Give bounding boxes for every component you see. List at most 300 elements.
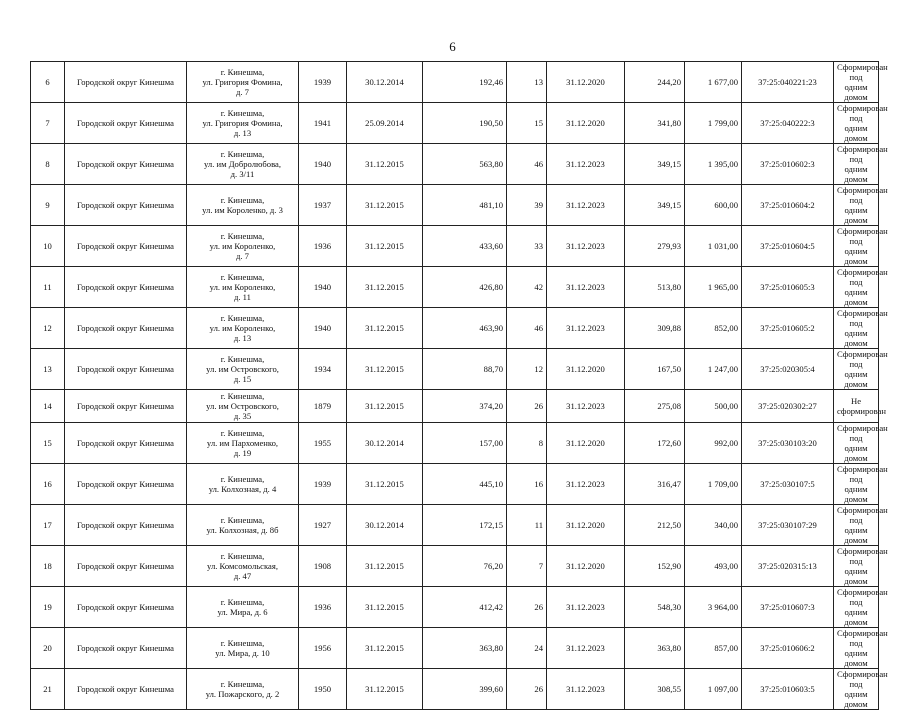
recognition-date-text: 31.12.2015 — [365, 282, 404, 292]
living-area-text: 172,60 — [657, 438, 681, 448]
address-text: ул. им Короленко, д. 3 — [202, 205, 283, 215]
living-area-text: 548,30 — [657, 602, 681, 612]
residents-count-cell — [507, 390, 547, 423]
residents-count-text: 12 — [534, 364, 543, 374]
land-status-text: Сформирован — [837, 587, 888, 597]
address-cell — [187, 390, 299, 423]
area-cell — [423, 308, 507, 349]
recognition-date-cell — [347, 308, 423, 349]
address-text: д. 13 — [233, 333, 252, 343]
address-text: ул. им Островского, — [206, 364, 279, 374]
address-text: д. 3/11 — [230, 169, 255, 179]
cadastral-number-cell — [742, 144, 834, 185]
address-text: д. 7 — [236, 251, 249, 261]
living-area-text: 349,15 — [657, 200, 681, 210]
living-area-cell — [625, 628, 685, 669]
land-area-cell — [685, 349, 742, 390]
table-row — [31, 423, 879, 464]
residents-count-text: 26 — [534, 401, 543, 411]
municipality-cell — [65, 587, 187, 628]
table-row — [31, 390, 879, 423]
row-number-cell — [31, 226, 65, 267]
recognition-date-text: 31.12.2015 — [365, 241, 404, 251]
address-text: ул. им Пархоменко, — [206, 438, 279, 448]
address-text: ул. Григория Фомина, — [202, 118, 283, 128]
area-text: 463,90 — [479, 323, 503, 333]
residents-count-text: 8 — [538, 438, 543, 448]
land-status-text: под одним — [844, 277, 868, 297]
land-status-text: домом — [844, 133, 868, 143]
land-area-cell — [685, 62, 742, 103]
living-area-cell — [625, 587, 685, 628]
build-year-text: 1879 — [313, 401, 332, 411]
living-area-text: 513,80 — [657, 282, 681, 292]
area-cell — [423, 185, 507, 226]
build-year-text: 1936 — [313, 602, 332, 612]
residents-count-cell — [507, 185, 547, 226]
row-number-text: 11 — [43, 282, 52, 292]
living-area-cell — [625, 423, 685, 464]
planned-date-cell — [547, 144, 625, 185]
cadastral-number-cell — [742, 390, 834, 423]
cadastral-number-text: 37:25:010605:2 — [760, 323, 815, 333]
municipality-cell — [65, 464, 187, 505]
address-text: д. 19 — [233, 448, 252, 458]
residents-count-cell — [507, 103, 547, 144]
area-text: 192,46 — [479, 77, 503, 87]
address-cell — [187, 308, 299, 349]
municipality-text: Городской округ Кинешма — [76, 602, 174, 612]
recognition-date-cell — [347, 185, 423, 226]
recognition-date-text: 31.12.2015 — [365, 200, 404, 210]
recognition-date-cell — [347, 628, 423, 669]
row-number-cell — [31, 546, 65, 587]
residents-count-cell — [507, 505, 547, 546]
recognition-date-text: 31.12.2015 — [365, 602, 404, 612]
row-number-cell — [31, 587, 65, 628]
municipality-text: Городской округ Кинешма — [76, 159, 174, 169]
cadastral-number-text: 37:25:010604:2 — [760, 200, 815, 210]
planned-date-cell — [547, 505, 625, 546]
land-status-cell — [834, 390, 886, 423]
table-row — [31, 349, 879, 390]
area-cell — [423, 390, 507, 423]
land-area-cell — [685, 628, 742, 669]
land-status-cell — [834, 226, 888, 267]
area-cell — [423, 226, 507, 267]
living-area-cell — [625, 103, 685, 144]
land-area-cell — [685, 267, 742, 308]
area-text: 76,20 — [483, 561, 503, 571]
build-year-text: 1937 — [313, 200, 332, 210]
area-text: 433,60 — [479, 241, 503, 251]
land-status-text: Сформирован — [837, 185, 888, 195]
land-area-text: 600,00 — [714, 200, 738, 210]
address-cell — [187, 546, 299, 587]
cadastral-number-text: 37:25:030107:5 — [760, 479, 815, 489]
area-cell — [423, 505, 507, 546]
build-year-text: 1940 — [313, 282, 332, 292]
recognition-date-text: 25.09.2014 — [365, 118, 404, 128]
recognition-date-text: 30.12.2014 — [365, 520, 404, 530]
address-text: ул. Мира, д. 6 — [217, 607, 268, 617]
land-area-text: 857,00 — [714, 643, 738, 653]
living-area-text: 309,88 — [657, 323, 681, 333]
build-year-cell — [299, 103, 347, 144]
address-text: ул. Пожарского, д. 2 — [205, 689, 280, 699]
build-year-cell — [299, 505, 347, 546]
area-cell — [423, 587, 507, 628]
municipality-text: Городской округ Кинешма — [76, 200, 174, 210]
build-year-cell — [299, 464, 347, 505]
municipality-text: Городской округ Кинешма — [76, 561, 174, 571]
land-status-text: Сформирован — [837, 546, 888, 556]
land-area-text: 1 097,00 — [707, 684, 738, 694]
land-status-cell — [834, 144, 888, 185]
planned-date-text: 31.12.2023 — [566, 479, 605, 489]
build-year-text: 1908 — [313, 561, 332, 571]
build-year-cell — [299, 144, 347, 185]
living-area-text: 341,80 — [657, 118, 681, 128]
land-status-text: Сформирован — [837, 226, 888, 236]
municipality-text: Городской округ Кинешма — [76, 520, 174, 530]
cadastral-number-cell — [742, 628, 834, 669]
land-status-text: Сформирован — [837, 423, 888, 433]
planned-date-cell — [547, 267, 625, 308]
residents-count-cell — [507, 226, 547, 267]
area-text: 363,80 — [479, 643, 503, 653]
address-cell — [187, 349, 299, 390]
build-year-text: 1940 — [313, 159, 332, 169]
municipality-text: Городской округ Кинешма — [76, 118, 174, 128]
build-year-cell — [299, 587, 347, 628]
land-status-cell — [834, 464, 888, 505]
cadastral-number-cell — [742, 226, 834, 267]
cadastral-number-text: 37:25:020302:27 — [758, 401, 817, 411]
planned-date-cell — [547, 349, 625, 390]
address-text: г. Кинешма, — [220, 108, 265, 118]
recognition-date-text: 31.12.2015 — [365, 323, 404, 333]
land-status-text: домом — [844, 494, 868, 504]
municipality-cell — [65, 62, 187, 103]
living-area-cell — [625, 390, 685, 423]
planned-date-text: 31.12.2020 — [566, 520, 605, 530]
area-text: 172,15 — [479, 520, 503, 530]
recognition-date-cell — [347, 587, 423, 628]
area-text: 412,42 — [479, 602, 503, 612]
land-status-text: под одним — [844, 515, 868, 535]
area-cell — [423, 349, 507, 390]
planned-date-text: 31.12.2023 — [566, 401, 605, 411]
address-text: д. 7 — [236, 87, 249, 97]
land-area-text: 493,00 — [714, 561, 738, 571]
build-year-cell — [299, 267, 347, 308]
land-area-cell — [685, 423, 742, 464]
recognition-date-cell — [347, 423, 423, 464]
land-status-cell — [834, 546, 888, 587]
build-year-text: 1940 — [313, 323, 332, 333]
area-text: 399,60 — [479, 684, 503, 694]
address-text: ул. Колхозная, д. 8б — [206, 525, 279, 535]
municipality-cell — [65, 267, 187, 308]
land-status-text: домом — [844, 379, 868, 389]
land-area-text: 1 247,00 — [707, 364, 738, 374]
cadastral-number-text: 37:25:010603:5 — [760, 684, 815, 694]
living-area-text: 316,47 — [657, 479, 681, 489]
living-area-text: 279,93 — [657, 241, 681, 251]
land-status-cell — [834, 669, 888, 710]
recognition-date-cell — [347, 144, 423, 185]
cadastral-number-cell — [742, 267, 834, 308]
land-status-text: под одним — [844, 359, 868, 379]
land-area-cell — [685, 546, 742, 587]
address-cell — [187, 185, 299, 226]
table-row — [31, 669, 879, 710]
living-area-cell — [625, 185, 685, 226]
address-cell — [187, 587, 299, 628]
municipality-text: Городской округ Кинешма — [76, 479, 174, 489]
area-cell — [423, 628, 507, 669]
residents-count-text: 39 — [534, 200, 543, 210]
address-text: ул. Комсомольская, — [207, 561, 278, 571]
row-number-cell — [31, 62, 65, 103]
planned-date-cell — [547, 628, 625, 669]
address-text: ул. им Короленко, — [209, 282, 276, 292]
recognition-date-cell — [347, 390, 423, 423]
land-status-text: под одним — [844, 113, 868, 133]
cadastral-number-text: 37:25:030103:20 — [758, 438, 817, 448]
address-text: ул. им Короленко, — [209, 323, 276, 333]
municipality-text: Городской округ Кинешма — [76, 77, 174, 87]
area-cell — [423, 669, 507, 710]
recognition-date-text: 31.12.2015 — [365, 364, 404, 374]
table-row — [31, 505, 879, 546]
cadastral-number-text: 37:25:010606:2 — [760, 643, 815, 653]
area-text: 374,20 — [479, 401, 503, 411]
row-number-text: 10 — [43, 241, 52, 251]
address-text: д. 11 — [234, 292, 251, 302]
residents-count-text: 33 — [534, 241, 543, 251]
land-area-cell — [685, 226, 742, 267]
row-number-cell — [31, 308, 65, 349]
municipality-cell — [65, 423, 187, 464]
residents-count-text: 11 — [534, 520, 543, 530]
planned-date-cell — [547, 226, 625, 267]
row-number-text: 7 — [45, 118, 50, 128]
planned-date-text: 31.12.2020 — [566, 77, 605, 87]
address-text: г. Кинешма, — [220, 354, 265, 364]
row-number-cell — [31, 103, 65, 144]
planned-date-text: 31.12.2023 — [566, 159, 605, 169]
living-area-cell — [625, 308, 685, 349]
land-status-cell — [834, 587, 888, 628]
living-area-text: 212,50 — [657, 520, 681, 530]
planned-date-cell — [547, 103, 625, 144]
row-number-cell — [31, 390, 65, 423]
residents-count-cell — [507, 144, 547, 185]
municipality-text: Городской округ Кинешма — [76, 323, 174, 333]
residents-count-text: 42 — [534, 282, 543, 292]
build-year-text: 1941 — [313, 118, 332, 128]
land-status-text: домом — [844, 576, 868, 586]
area-cell — [423, 546, 507, 587]
land-area-text: 1 677,00 — [707, 77, 738, 87]
planned-date-cell — [547, 308, 625, 349]
row-number-text: 20 — [43, 643, 52, 653]
land-area-text: 1 965,00 — [707, 282, 738, 292]
land-status-text: под одним — [844, 72, 868, 92]
land-status-text: сформирован — [837, 406, 886, 416]
land-status-text: домом — [844, 658, 868, 668]
row-number-text: 19 — [43, 602, 52, 612]
planned-date-text: 31.12.2020 — [566, 364, 605, 374]
municipality-cell — [65, 308, 187, 349]
land-area-text: 340,00 — [714, 520, 738, 530]
table-row — [31, 103, 879, 144]
living-area-cell — [625, 226, 685, 267]
land-status-text: домом — [844, 256, 868, 266]
residents-count-cell — [507, 349, 547, 390]
address-text: ул. им Островского, — [206, 401, 279, 411]
address-text: г. Кинешма, — [220, 149, 265, 159]
recognition-date-cell — [347, 505, 423, 546]
build-year-cell — [299, 308, 347, 349]
row-number-text: 9 — [45, 200, 50, 210]
land-area-text: 500,00 — [714, 401, 738, 411]
living-area-cell — [625, 546, 685, 587]
area-text: 426,80 — [479, 282, 503, 292]
residents-count-text: 16 — [534, 479, 543, 489]
table-row — [31, 185, 879, 226]
row-number-text: 15 — [43, 438, 52, 448]
address-text: г. Кинешма, — [220, 272, 265, 282]
residents-count-cell — [507, 308, 547, 349]
land-status-text: под одним — [844, 318, 868, 338]
land-status-text: домом — [844, 92, 868, 102]
cadastral-number-text: 37:25:010605:3 — [760, 282, 815, 292]
planned-date-cell — [547, 669, 625, 710]
table-row — [31, 464, 879, 505]
municipality-text: Городской округ Кинешма — [76, 684, 174, 694]
build-year-cell — [299, 62, 347, 103]
residents-count-text: 26 — [534, 602, 543, 612]
build-year-text: 1950 — [313, 684, 332, 694]
land-status-text: Не — [850, 396, 862, 406]
land-status-text: Сформирован — [837, 308, 888, 318]
address-text: ул. Григория Фомина, — [202, 77, 283, 87]
land-area-text: 1 799,00 — [707, 118, 738, 128]
recognition-date-cell — [347, 267, 423, 308]
row-number-text: 16 — [43, 479, 52, 489]
cadastral-number-cell — [742, 349, 834, 390]
row-number-cell — [31, 185, 65, 226]
row-number-cell — [31, 464, 65, 505]
address-cell — [187, 423, 299, 464]
land-status-text: домом — [844, 215, 868, 225]
table-row — [31, 62, 879, 103]
area-text: 157,00 — [479, 438, 503, 448]
living-area-cell — [625, 267, 685, 308]
land-status-text: домом — [844, 617, 868, 627]
municipality-cell — [65, 505, 187, 546]
land-status-cell — [834, 267, 888, 308]
residents-count-cell — [507, 267, 547, 308]
land-status-text: под одним — [844, 474, 868, 494]
land-area-cell — [685, 144, 742, 185]
build-year-text: 1934 — [313, 364, 332, 374]
land-status-text: Сформирован — [837, 267, 888, 277]
land-status-text: Сформирован — [837, 669, 888, 679]
land-status-text: под одним — [844, 154, 868, 174]
land-status-text: домом — [844, 174, 868, 184]
area-text: 481,10 — [479, 200, 503, 210]
planned-date-cell — [547, 546, 625, 587]
land-status-text: под одним — [844, 679, 868, 699]
address-text: г. Кинешма, — [220, 391, 265, 401]
land-status-text: под одним — [844, 433, 868, 453]
living-area-text: 308,55 — [657, 684, 681, 694]
residents-count-cell — [507, 546, 547, 587]
land-area-cell — [685, 103, 742, 144]
land-status-text: Сформирован — [837, 62, 888, 72]
row-number-text: 12 — [43, 323, 52, 333]
land-status-text: под одним — [844, 195, 868, 215]
land-area-text: 992,00 — [714, 438, 738, 448]
municipality-cell — [65, 185, 187, 226]
address-cell — [187, 628, 299, 669]
municipality-cell — [65, 546, 187, 587]
land-status-text: Сформирован — [837, 103, 888, 113]
living-area-cell — [625, 144, 685, 185]
area-cell — [423, 267, 507, 308]
municipality-cell — [65, 628, 187, 669]
recognition-date-cell — [347, 464, 423, 505]
planned-date-cell — [547, 185, 625, 226]
cadastral-number-cell — [742, 587, 834, 628]
land-area-cell — [685, 390, 742, 423]
address-cell — [187, 144, 299, 185]
recognition-date-text: 30.12.2014 — [365, 77, 404, 87]
living-area-text: 244,20 — [657, 77, 681, 87]
land-area-cell — [685, 308, 742, 349]
address-text: г. Кинешма, — [220, 428, 265, 438]
living-area-text: 349,15 — [657, 159, 681, 169]
address-text: ул. Мира, д. 10 — [215, 648, 270, 658]
residents-count-text: 13 — [534, 77, 543, 87]
living-area-text: 152,90 — [657, 561, 681, 571]
municipality-cell — [65, 669, 187, 710]
address-cell — [187, 464, 299, 505]
row-number-cell — [31, 423, 65, 464]
residents-count-text: 15 — [534, 118, 543, 128]
land-status-text: Сформирован — [837, 144, 888, 154]
planned-date-cell — [547, 587, 625, 628]
planned-date-text: 31.12.2020 — [566, 561, 605, 571]
recognition-date-cell — [347, 669, 423, 710]
table-row — [31, 628, 879, 669]
living-area-text: 363,80 — [657, 643, 681, 653]
land-area-cell — [685, 505, 742, 546]
row-number-text: 8 — [45, 159, 50, 169]
land-area-cell — [685, 669, 742, 710]
land-area-text: 1 031,00 — [707, 241, 738, 251]
area-cell — [423, 423, 507, 464]
residents-count-cell — [507, 669, 547, 710]
row-number-cell — [31, 505, 65, 546]
address-cell — [187, 669, 299, 710]
table-row — [31, 308, 879, 349]
land-status-text: домом — [844, 297, 868, 307]
